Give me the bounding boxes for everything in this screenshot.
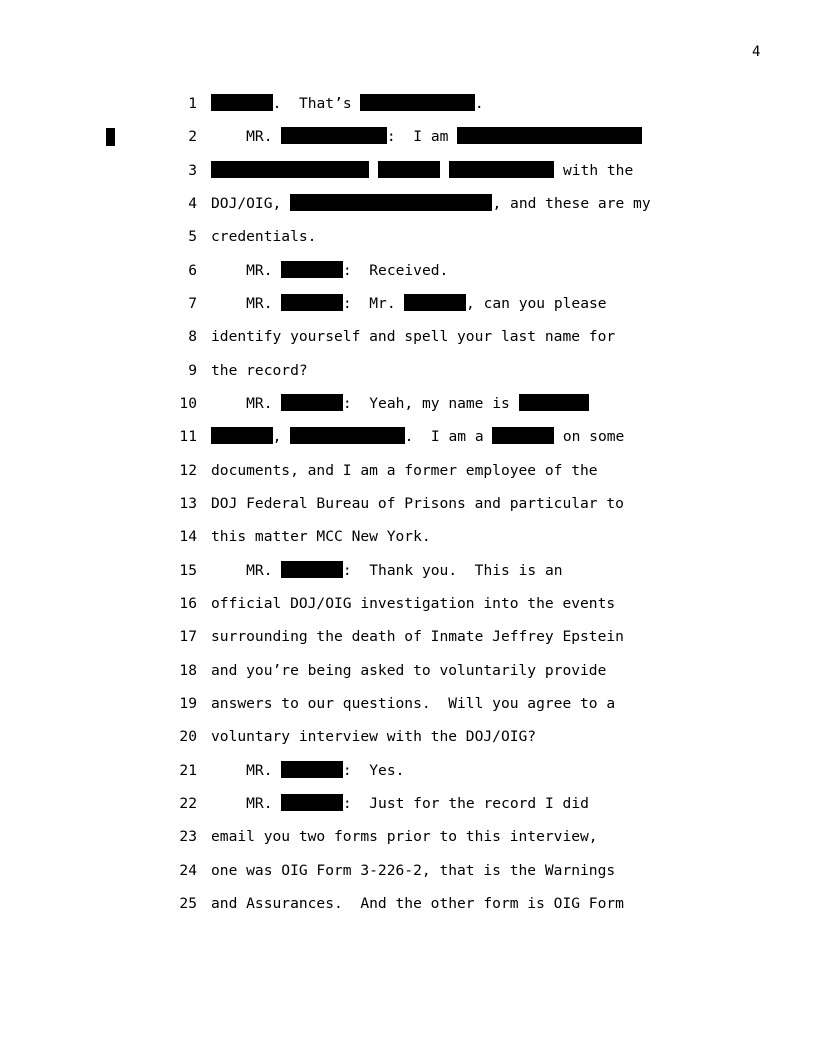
line-number: 10 — [179, 394, 197, 412]
text-segment: MR. — [211, 794, 282, 812]
text-segment: identify yourself and spell your last name for — [211, 328, 616, 346]
line-number: 22 — [179, 794, 197, 812]
line-text — [211, 427, 624, 447]
redaction-box — [281, 127, 387, 144]
line-text — [211, 194, 651, 214]
revision-change-bar — [106, 128, 115, 146]
text-segment: official DOJ/OIG investigation into the events — [211, 594, 616, 612]
line-number: 20 — [179, 728, 197, 746]
redaction-box — [211, 161, 369, 178]
line-text — [211, 694, 615, 714]
text-segment: with the — [554, 161, 634, 179]
line-text — [211, 794, 589, 814]
line-number: 7 — [188, 294, 197, 312]
text-segment: DOJ Federal Bureau of Prisons and particular to — [211, 494, 624, 512]
line-text — [211, 894, 624, 914]
line-text — [211, 94, 484, 114]
text-segment: : Yes. — [342, 761, 405, 779]
line-text — [211, 661, 606, 681]
text-segment: email you two forms prior to this interview, — [211, 828, 598, 846]
line-number: 18 — [179, 661, 197, 679]
text-segment: MR. — [211, 761, 282, 779]
text-segment: MR. — [211, 128, 282, 146]
line-text — [211, 294, 607, 314]
text-segment: : Mr. — [342, 294, 405, 312]
line-text — [211, 494, 624, 514]
line-number: 23 — [179, 828, 197, 846]
redaction-box — [211, 427, 273, 444]
text-segment: : I am — [386, 128, 458, 146]
text-segment: surrounding the death of Inmate Jeffrey Epstein — [211, 628, 624, 646]
text-segment — [440, 162, 449, 179]
line-text — [211, 761, 404, 781]
line-text — [211, 627, 624, 647]
line-number: 12 — [179, 461, 197, 479]
text-segment: and Assurances. And the other form is OIG Form — [211, 894, 624, 912]
redaction-box — [281, 261, 343, 278]
line-text — [211, 127, 642, 147]
line-number: 14 — [179, 528, 197, 546]
text-segment: MR. — [211, 261, 282, 279]
redaction-box — [290, 194, 492, 211]
redaction-box — [211, 94, 273, 111]
text-segment: : Thank you. This is an — [342, 561, 563, 579]
line-text — [211, 827, 598, 847]
line-text — [211, 327, 615, 347]
line-number: 2 — [188, 128, 197, 146]
page-number: 4 — [752, 44, 761, 60]
redaction-box — [457, 127, 642, 144]
line-text — [211, 727, 536, 747]
redaction-box — [290, 427, 404, 444]
text-segment: , can you please — [466, 294, 607, 312]
line-number: 15 — [179, 561, 197, 579]
redaction-box — [281, 561, 343, 578]
text-segment: the record? — [211, 361, 308, 379]
line-number: 3 — [188, 161, 197, 179]
line-text — [211, 227, 316, 247]
redaction-box — [281, 794, 343, 811]
text-segment — [369, 162, 378, 179]
redaction-box — [492, 427, 554, 444]
line-text — [211, 561, 563, 581]
line-number: 19 — [179, 694, 197, 712]
line-text — [211, 161, 633, 181]
text-segment: MR. — [211, 394, 282, 412]
text-segment: , and these are my — [492, 194, 651, 212]
text-segment: . — [474, 95, 484, 112]
line-number: 16 — [179, 594, 197, 612]
line-number: 4 — [188, 194, 197, 212]
text-segment: MR. — [211, 561, 282, 579]
line-number: 25 — [179, 894, 197, 912]
line-number: 13 — [179, 494, 197, 512]
line-number: 6 — [188, 261, 197, 279]
text-segment: : Yeah, my name is — [342, 394, 519, 412]
line-text — [211, 527, 431, 547]
text-segment: this matter MCC New York. — [211, 528, 431, 546]
line-number: 17 — [179, 628, 197, 646]
text-segment: answers to our questions. Will you agree to a — [211, 694, 616, 712]
text-segment: and you’re being asked to voluntarily provide — [211, 661, 607, 679]
line-text — [211, 361, 308, 381]
line-text — [211, 461, 598, 481]
line-text — [211, 261, 448, 281]
redaction-box — [360, 94, 474, 111]
redaction-box — [281, 761, 343, 778]
text-segment: . I am a — [404, 428, 493, 446]
line-number: 9 — [188, 361, 197, 379]
text-segment: one was OIG Form 3-226-2, that is the Warnings — [211, 861, 616, 879]
line-text — [211, 394, 589, 414]
line-number: 21 — [179, 761, 197, 779]
redaction-box — [404, 294, 466, 311]
line-text — [211, 594, 615, 614]
line-text — [211, 861, 615, 881]
text-segment: on some — [554, 428, 625, 446]
text-segment: DOJ/OIG, — [211, 194, 291, 212]
text-segment: . That’s — [272, 95, 361, 112]
text-segment: : Received. — [342, 261, 449, 279]
text-segment: voluntary interview with the DOJ/OIG? — [211, 728, 537, 746]
line-number: 11 — [179, 428, 197, 446]
line-number: 24 — [179, 861, 197, 879]
redaction-box — [281, 394, 343, 411]
text-segment: : Just for the record I did — [342, 794, 589, 812]
line-number: 5 — [188, 228, 197, 246]
text-segment: , — [272, 428, 291, 446]
redaction-box — [519, 394, 589, 411]
line-number: 8 — [188, 328, 197, 346]
line-number: 1 — [188, 95, 197, 112]
redaction-box — [378, 161, 440, 178]
redaction-box — [449, 161, 555, 178]
text-segment: MR. — [211, 294, 282, 312]
redaction-box — [281, 294, 343, 311]
text-segment: credentials. — [211, 228, 317, 246]
text-segment: documents, and I am a former employee of the — [211, 461, 598, 479]
